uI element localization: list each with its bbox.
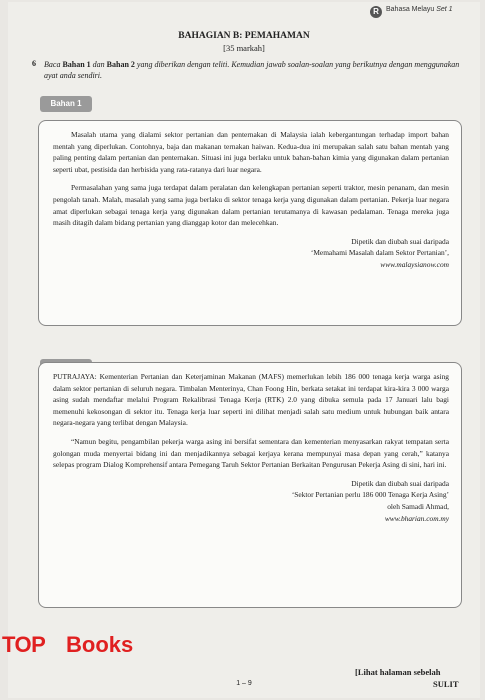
subject-name: Bahasa Melayu xyxy=(386,6,435,13)
source-url xyxy=(53,259,449,271)
source-line: oleh Samadi Ahmad, xyxy=(387,501,449,511)
set-label: Set 1 xyxy=(436,6,453,13)
instruction-part: yang diberikan dengan teliti. Kemudian jawab soalan-soalan yang berikutnya dengan menggunakan ayat anda sendiri. xyxy=(44,60,460,80)
source-url-text: www.bharian.com.my xyxy=(384,513,449,523)
source-line: Dipetik dan diubah suai daripada xyxy=(351,236,449,246)
running-header xyxy=(386,6,453,13)
page-number: 1 – 9 xyxy=(236,680,252,687)
question-number: 6 xyxy=(32,59,36,68)
exam-page xyxy=(8,2,480,698)
next-page-note: [Lihat halaman sebelah xyxy=(355,667,441,677)
source-url xyxy=(53,513,449,525)
classification-label: SULIT xyxy=(433,679,459,689)
instruction-part: Baca xyxy=(44,60,63,69)
watermark-logo: TOP xyxy=(2,632,46,657)
question-instruction xyxy=(44,59,464,81)
instruction-bahan2: Bahan 2 xyxy=(106,60,135,69)
source-line: ‘Sektor Pertanian perlu 186 000 Tenaga Kerja Asing’ xyxy=(291,490,449,500)
bahan2-source xyxy=(53,478,449,524)
bahan1-label: Bahan 1 xyxy=(40,96,92,112)
bahan1-paragraph-1: Masalah utama yang dialami sektor pertanian dan penternakan di Malaysia ialah kebergantungan terhadap import bahan mentah yang diperlukan. Contohnya, baja dan makanan ternakan haiwan. Kedua-dua ini merupakan salah satu bahan mentah yang paling penting dalam pertanian dan penternakan. Situasi ini juga berlaku untuk bahan-bahan kimia yang digunakan dalam pertanian seperti ubat, pestisida dan herbisida yang rata-ratanya dari luar negara. xyxy=(53,130,449,174)
bahan1-source xyxy=(53,236,449,271)
bahan2-paragraph-2: “Namun begitu, pengambilan pekerja warga asing ini bersifat sementara dan kementerian menyasarkan rakyat tempatan serta golongan muda menyertai bidang ini dan menjadikannya sebagai kerjaya kerana mempunyai masa depan yang cerah,” katanya selepas program Dialog Komprehensif antara Pemegang Taruh Sektor Pertanian Berkaitan Pengurusan Pekerja Asing di sini, hari ini. xyxy=(53,436,449,470)
bahan1-paragraph-2: Permasalahan yang sama juga terdapat dalam peralatan dan kelengkapan pertanian seperti traktor, mesin penanam, dan mesin pengolah tanah. Malah, masalah yang sama juga berlaku di sektor tenaga kerja yang digunakan dalam pertanian. Pekerja luar negara amat diperlukan sebagai tenaga kerja yang digunakan dalam pertanian terutamanya di kawasan pedalaman. Tenaga mereka juga masih ditagih dalam bidang pertanian yang dianggap kotor dan melecehkan. xyxy=(53,183,449,228)
bahan2-box xyxy=(38,362,462,608)
instruction-bahan1: Bahan 1 xyxy=(62,60,91,69)
bahan1-box xyxy=(38,120,462,326)
source-line: Dipetik dan diubah suai daripada xyxy=(351,478,449,488)
source-url-text: www.malaysianow.com xyxy=(380,259,449,269)
section-marks: [35 markah] xyxy=(223,43,265,53)
source-line: ‘Memahami Masalah dalam Sektor Pertanian’, xyxy=(310,248,449,258)
instruction-part: dan xyxy=(90,60,107,69)
section-title: BAHAGIAN B: PEMAHAMAN xyxy=(178,31,310,41)
bahan2-paragraph-1: PUTRAJAYA: Kementerian Pertanian dan Keterjaminan Makanan (MAFS) memerlukan lebih 186 000 tenaga kerja warga asing dalam sektor pertanian di seluruh negara. Timbalan Menterinya, Chan Foong Hin, berkata setakat ini terdapat kira-kira 3 000 warga asing sudah mendaftar melalui Program Rekalibrasi Tenaga Kerja (RTK) 2.0 yang dibuka semula pada 17 Januari lalu bagi memenuhi kekosongan di sektor itu. Tenaga kerja luar seperti ini dilihat menjadi salah satu medium untuk hubungan baik antara negara-negara yang terlibat dengan Malaysia. xyxy=(53,372,449,428)
publisher-logo: R xyxy=(370,6,382,18)
watermark-logo-text: Books xyxy=(66,632,134,657)
